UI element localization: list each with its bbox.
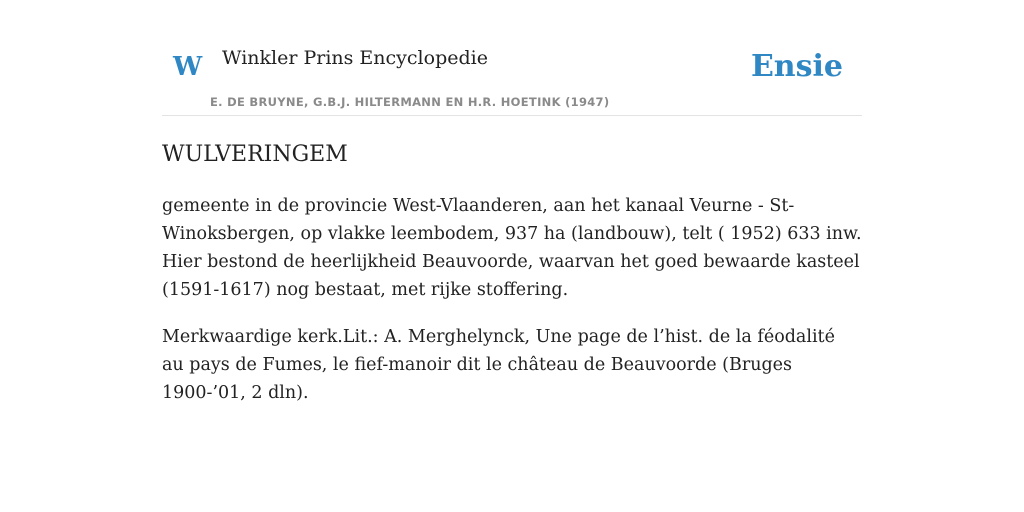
entry-title: WULVERINGEM [162, 142, 348, 167]
ensie-brand-link[interactable]: Ensie [750, 49, 843, 84]
publication-authors: E. DE BRUYNE, G.B.J. HILTERMANN EN H.R. HOETINK (1947) [210, 95, 610, 109]
page-container [162, 0, 862, 407]
publication-title[interactable]: Winkler Prins Encyclopedie [222, 47, 488, 69]
entry-paragraph: Merkwaardige kerk.Lit.: A. Merghelynck, Une page de l’hist. de la féodalité au pays de Fumes, le fief-manoir dit le château de Beauvoorde (Bruges 1900-’01, 2 dln). [162, 327, 835, 404]
entry-paragraph: gemeente in de provincie West-Vlaanderen, aan het kanaal Veurne - St-Winoksbergen, op vlakke leembodem, 937 ha (landbouw), telt ( 1952) 633 inw. Hier bestond de heerlijkheid Beauvoorde, waarvan het goed bewaarde kasteel (1591-1617) nog bestaat, met rijke stoffering. [162, 196, 862, 301]
header [162, 40, 862, 116]
winkler-prins-logo[interactable]: W [173, 52, 203, 82]
